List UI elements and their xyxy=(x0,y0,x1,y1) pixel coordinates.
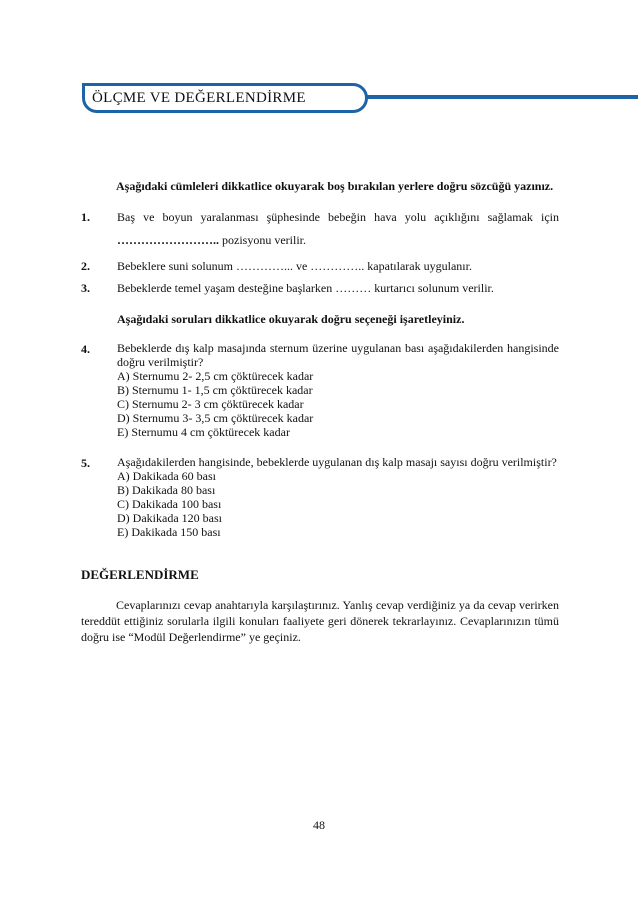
question-4 xyxy=(81,341,559,439)
option-c: C) Dakikada 100 bası xyxy=(117,497,222,511)
question-text: Bebeklerde dış kalp masajında sternum üzerine uygulanan bası aşağıdakilerden hangisinde doğru verilmiştir? xyxy=(117,341,559,369)
item-text: Baş ve boyun yaralanması şüphesinde bebeğin hava yolu açıklığını sağlamak için xyxy=(117,210,559,224)
item-number: 2. xyxy=(81,259,90,273)
item-text: Bebeklere suni solunum …………... ve ………….. kapatılarak uygulanır. xyxy=(117,259,472,273)
question-number: 4. xyxy=(81,342,90,356)
fill-in-item-2 xyxy=(81,258,559,275)
page-number: 48 xyxy=(313,818,325,832)
fill-in-item-3 xyxy=(81,280,559,297)
header-rule xyxy=(365,95,638,99)
evaluation-title: DEĞERLENDİRME xyxy=(81,567,199,582)
page-title: ÖLÇME VE DEĞERLENDİRME xyxy=(92,90,306,106)
item-text-rest: pozisyonu verilir. xyxy=(219,233,306,247)
option-d: D) Sternumu 3- 3,5 cm çöktürecek kadar xyxy=(117,411,314,425)
item-text: Bebeklerde temel yaşam desteğine başlarken ……… kurtarıcı solunum verilir. xyxy=(117,281,494,295)
option-a: A) Sternumu 2- 2,5 cm çöktürecek kadar xyxy=(117,369,314,383)
fill-in-item-1 xyxy=(81,209,559,249)
option-a: A) Dakikada 60 bası xyxy=(117,469,216,483)
page-content xyxy=(81,178,559,645)
blank-line: …………………….. xyxy=(117,233,219,247)
question-5 xyxy=(81,455,559,539)
item-number: 3. xyxy=(81,281,90,295)
option-b: B) Sternumu 1- 1,5 cm çöktürecek kadar xyxy=(117,383,313,397)
option-list xyxy=(117,369,559,439)
multiple-choice-instruction: Aşağıdaki soruları dikkatlice okuyarak doğru seçeneği işaretleyiniz. xyxy=(117,312,465,326)
item-number: 1. xyxy=(81,210,90,224)
fill-in-instruction: Aşağıdaki cümleleri dikkatlice okuyarak boş bırakılan yerlere doğru sözcüğü yazınız. xyxy=(116,179,554,193)
question-text: Aşağıdakilerden hangisinde, bebeklerde uygulanan dış kalp masajı sayısı doğru verilmiştir? xyxy=(117,455,557,469)
option-b: B) Dakikada 80 bası xyxy=(117,483,216,497)
option-list xyxy=(117,469,559,539)
option-e: E) Sternumu 4 cm çöktürecek kadar xyxy=(117,425,290,439)
evaluation-text: Cevaplarınızı cevap anahtarıyla karşılaştırınız. Yanlış cevap verdiğiniz ya da cevap verirken tereddüt ettiğiniz sorularla ilgili konuları faaliyete geri dönerek tekrarlayınız. Cevaplarınızın tümü doğru ise “Modül Değerlendirme” ye geçiniz. xyxy=(81,598,559,644)
option-d: D) Dakikada 120 bası xyxy=(117,511,222,525)
option-e: E) Dakikada 150 bası xyxy=(117,525,221,539)
option-c: C) Sternumu 2- 3 cm çöktürecek kadar xyxy=(117,397,304,411)
question-number: 5. xyxy=(81,456,90,470)
